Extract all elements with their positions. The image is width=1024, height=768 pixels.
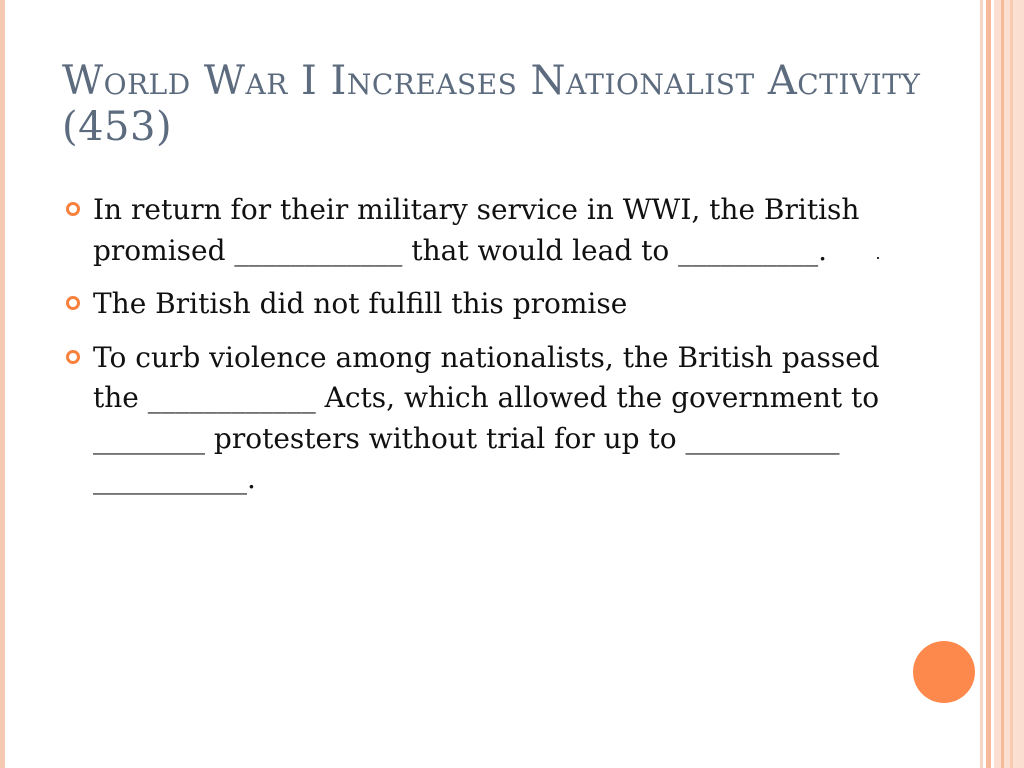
bullet-text: In return for their military service in WWI, the British promised ____________ that would lead to __________. [93, 193, 869, 267]
bullet-item [64, 284, 924, 325]
stray-mark [877, 257, 879, 259]
right-stripe-decoration [980, 0, 983, 768]
orange-circle-decoration [913, 641, 975, 703]
bullet-text: The British did not fulfill this promise [93, 287, 628, 320]
right-stripe-decoration [1001, 0, 1004, 768]
slide-title: World War I Increases Nationalist Activity (453) [62, 58, 921, 150]
right-stripe-decoration [1010, 0, 1013, 768]
bullet-list [64, 190, 924, 513]
bullet-text: To curb violence among nationalists, the British passed the ____________ Acts, which allowed the government to ________ protesters without trial for up to ___________ ___________. [93, 340, 889, 495]
bullet-circle-icon [66, 202, 80, 216]
right-stripe-decoration [986, 0, 991, 768]
bullet-circle-icon [66, 350, 80, 364]
right-stripe-decoration [994, 0, 1024, 768]
bullet-item [64, 190, 924, 271]
bullet-circle-icon [66, 296, 80, 310]
left-border-decoration [0, 0, 5, 768]
bullet-item [64, 338, 924, 500]
